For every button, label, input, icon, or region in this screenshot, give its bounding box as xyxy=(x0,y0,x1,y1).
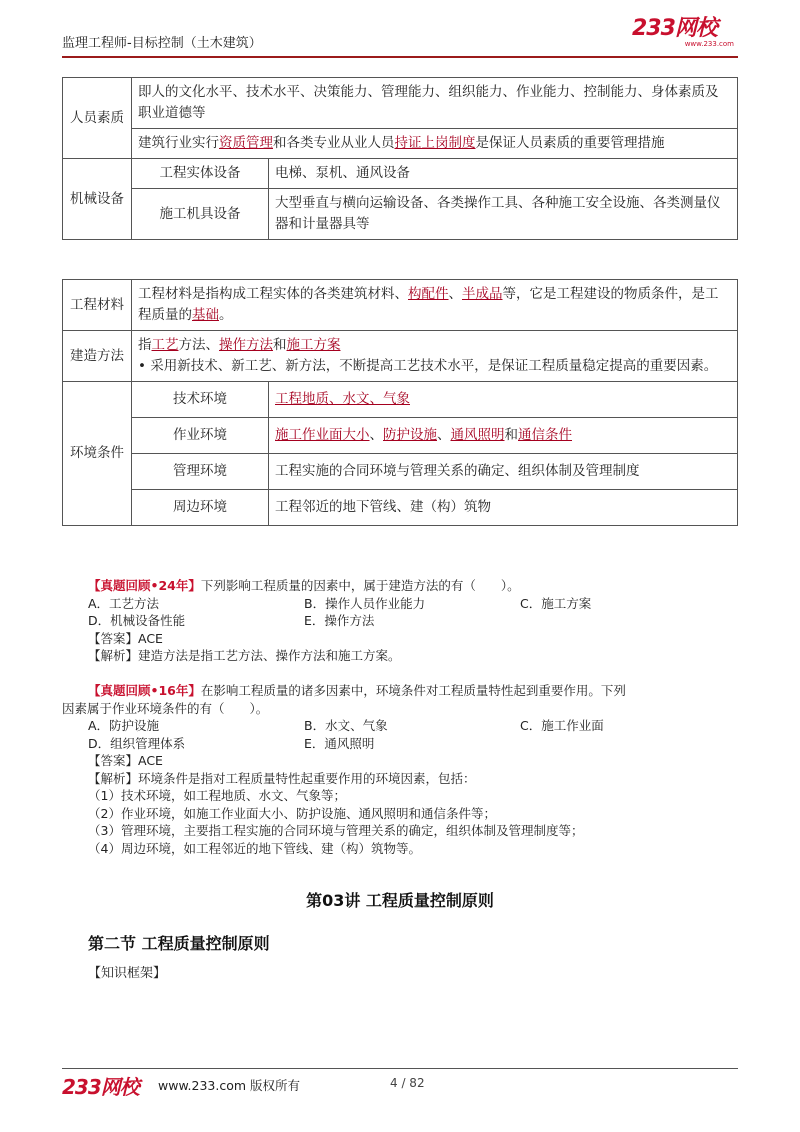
question-tag: 【真题回顾•16年】 xyxy=(88,683,201,698)
highlight-operation: 操作方法 xyxy=(219,337,273,353)
text-span: 和 xyxy=(273,337,287,353)
env-row-label: 周边环境 xyxy=(132,490,269,526)
logo-url: www.233.com xyxy=(684,40,734,48)
highlight-foundation: 基础 xyxy=(192,307,219,323)
option-d: D．组织管理体系 xyxy=(88,735,186,751)
text-span: 。 xyxy=(219,307,233,323)
env-row-label: 技术环境 xyxy=(132,382,269,418)
text-span: 方法、 xyxy=(178,337,219,353)
option-b: B．操作人员作业能力 xyxy=(304,595,426,611)
text-span: 是保证人员素质的重要管理措施 xyxy=(475,135,665,151)
env-row-text xyxy=(269,382,738,418)
text-span: 、 xyxy=(369,427,383,443)
header-divider xyxy=(62,56,738,58)
personnel-machinery-table xyxy=(62,77,738,240)
text-span: 等，它是工程建设的物质条件，是工程质量的 xyxy=(138,286,719,323)
section-title: 第二节 工程质量控制原则 xyxy=(88,934,270,953)
options-row xyxy=(88,735,626,753)
machinery-row2-label: 施工机具设备 xyxy=(132,189,269,240)
text-span: 指 xyxy=(138,337,152,353)
method-label: 建造方法 xyxy=(63,331,132,382)
analysis-point: （1）技术环境，如工程地质、水文、气象等； xyxy=(88,788,346,803)
option-a: A．防护设施 xyxy=(88,718,160,733)
footer-logo[interactable]: 233网校 xyxy=(62,1075,139,1099)
options-row xyxy=(88,595,592,613)
framework-label: 【知识框架】 xyxy=(88,966,167,981)
page-number: 4 / 82 xyxy=(390,1076,425,1090)
highlight-hydrology: 水文 xyxy=(342,391,370,407)
analysis-point: （2）作业环境，如施工作业面大小、防护设施、通风照明和通信条件等； xyxy=(88,805,496,821)
question-text: 下列影响工程质量的因素中，属于建造方法的有（ ）。 xyxy=(200,578,520,593)
method-bullet: • 采用新技术、新工艺、新方法，不断提高工艺技术水平，是保证工程质量稳定提高的重要因素。 xyxy=(138,358,718,374)
env-row-text: 工程实施的合同环境与管理关系的确定、组织体制及管理制度 xyxy=(269,454,738,490)
lecture-title: 第03讲 工程质量控制原则 xyxy=(306,891,494,910)
highlight-geology: 工程地质 xyxy=(275,391,329,407)
material-label: 工程材料 xyxy=(63,280,132,331)
text-span: 工程材料是指构成工程实体的各类建筑材料、 xyxy=(138,286,408,302)
env-row-label: 管理环境 xyxy=(132,454,269,490)
footer-divider xyxy=(62,1068,738,1069)
option-c: C．施工方案 xyxy=(520,595,592,611)
environment-label: 环境条件 xyxy=(63,382,132,526)
highlight-ventilation: 通风照明 xyxy=(450,427,505,443)
highlight-communication: 通信条件 xyxy=(518,427,572,443)
answer: 【答案】ACE xyxy=(88,753,163,768)
option-d: D．机械设备性能 xyxy=(88,613,186,628)
logo-text: 233网校 xyxy=(632,16,717,41)
text-span: 和各类专业从业人员 xyxy=(273,135,395,151)
material-method-env-table xyxy=(62,279,738,526)
highlight-process: 工艺 xyxy=(151,337,179,353)
question-text: 在影响工程质量的诸多因素中，环境条件对工程质量特性起到重要作用。下列 xyxy=(200,683,626,698)
text-span: 、 xyxy=(369,391,383,407)
machinery-label: 机械设备 xyxy=(63,159,132,240)
env-row-text xyxy=(269,418,738,454)
options-row xyxy=(88,612,520,630)
option-e: E．操作方法 xyxy=(304,613,375,628)
machinery-row1-label: 工程实体设备 xyxy=(132,159,269,189)
material-text xyxy=(132,280,738,331)
env-row-text: 工程邻近的地下管线、建（构）筑物 xyxy=(269,490,738,526)
option-e: E．通风照明 xyxy=(304,735,375,751)
highlight-plan: 施工方案 xyxy=(286,337,341,353)
footer-copyright[interactable]: www.233.com 版权所有 xyxy=(158,1078,300,1093)
question-text-cont: 因素属于作业环境条件的有（ ）。 xyxy=(62,700,269,716)
highlight-workface: 施工作业面大小 xyxy=(275,427,370,443)
option-b: B．水文、气象 xyxy=(304,718,388,733)
highlight-qualification: 资质管理 xyxy=(219,135,273,151)
personnel-desc: 即人的文化水平、技术水平、决策能力、管理能力、组织能力、作业能力、控制能力、身体素质及职业道德等 xyxy=(132,78,738,129)
options-row xyxy=(88,717,626,735)
question-stem xyxy=(88,682,626,700)
brand-logo[interactable] xyxy=(632,18,742,48)
analysis-point: （4）周边环境，如工程邻近的地下管线、建（构）筑物等。 xyxy=(88,840,421,856)
answer: 【答案】ACE xyxy=(88,630,163,646)
highlight-certificate: 持证上岗制度 xyxy=(394,135,476,151)
highlight-weather: 气象 xyxy=(383,391,410,407)
machinery-row1-text: 电梯、泵机、通风设备 xyxy=(269,159,738,189)
method-line xyxy=(138,335,731,356)
personnel-measures xyxy=(132,129,738,159)
text-span: 、 xyxy=(437,427,451,443)
analysis-point: （3）管理环境，主要指工程实施的合同环境与管理关系的确定，组织体制及管理制度等； xyxy=(88,823,584,838)
text-span: 、 xyxy=(448,286,462,302)
question-stem xyxy=(88,577,520,595)
highlight-semifinished: 半成品 xyxy=(462,286,503,302)
highlight-components: 构配件 xyxy=(408,286,449,302)
method-text xyxy=(132,331,738,382)
highlight-protection: 防护设施 xyxy=(383,427,437,443)
env-row-label: 作业环境 xyxy=(132,418,269,454)
text-span: 和 xyxy=(504,427,518,443)
header-title: 监理工程师-目标控制（土木建筑） xyxy=(62,36,262,51)
analysis: 【解析】建造方法是指工艺方法、操作方法和施工方案。 xyxy=(88,648,401,663)
text-span: 、 xyxy=(329,391,343,407)
machinery-row2-text: 大型垂直与横向运输设备、各类操作工具、各种施工安全设施、各类测量仪器和计量器具等 xyxy=(269,189,738,240)
question-tag: 【真题回顾•24年】 xyxy=(88,578,201,593)
text-span: 建筑行业实行 xyxy=(138,135,219,151)
question-2 xyxy=(62,682,626,857)
personnel-label: 人员素质 xyxy=(63,78,132,159)
analysis: 【解析】环境条件是指对工程质量特性起重要作用的环境因素，包括： xyxy=(88,770,476,786)
option-c: C．施工作业面 xyxy=(520,718,604,733)
option-a: A．工艺方法 xyxy=(88,595,160,611)
question-1 xyxy=(88,577,592,665)
